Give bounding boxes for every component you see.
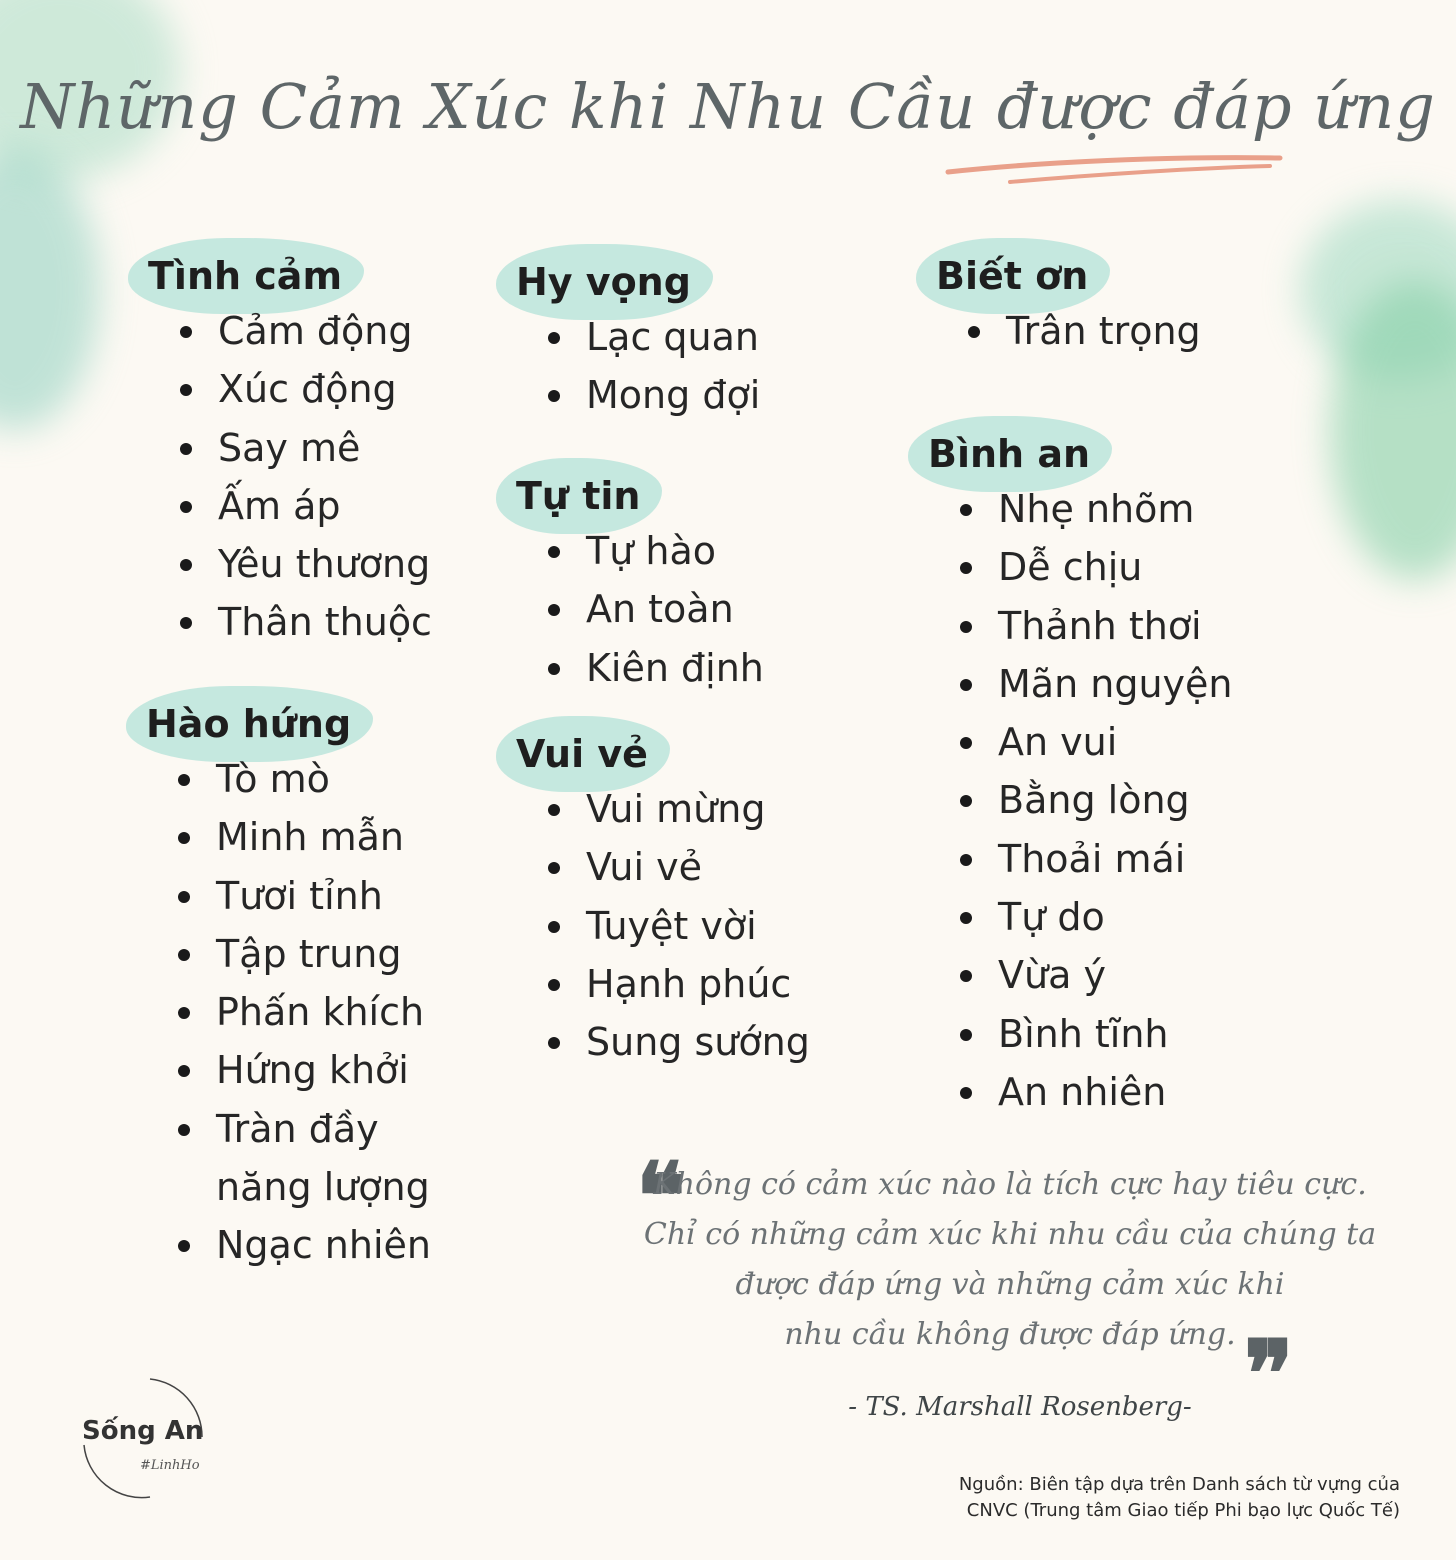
list-item: Vui vẻ <box>516 838 810 896</box>
list-item: Phấn khích <box>146 983 431 1041</box>
bullet-icon <box>960 562 972 574</box>
list-item: An toàn <box>516 580 764 638</box>
list-item: Kiên định <box>516 639 764 697</box>
close-quote-icon: ❞ <box>1244 1320 1294 1428</box>
list-item-continuation: năng lượng <box>216 1165 430 1210</box>
list-item: Hứng khởi <box>146 1041 431 1099</box>
emotion-list <box>516 522 764 697</box>
quote-line: nhu cầu không được đáp ứng. <box>784 1317 1236 1352</box>
list-item: Sung sướng <box>516 1013 810 1071</box>
list-item: Tuyệt vời <box>516 897 810 955</box>
list-item: Lạc quan <box>516 308 760 366</box>
list-item: Bằng lòng <box>928 771 1232 829</box>
list-item: Tự do <box>928 888 1232 946</box>
bullet-icon <box>180 326 192 338</box>
bullet-icon <box>960 854 972 866</box>
list-item: Cảm động <box>148 302 432 360</box>
bullet-icon <box>960 737 972 749</box>
bullet-icon <box>178 832 190 844</box>
title-underline <box>940 150 1290 190</box>
open-quote-icon: ❝ <box>636 1142 686 1250</box>
group-heading: Tự tin <box>516 472 640 520</box>
bullet-icon <box>178 1065 190 1077</box>
group-heading: Vui vẻ <box>516 730 648 778</box>
bullet-icon <box>960 621 972 633</box>
group-heading: Hào hứng <box>146 700 351 748</box>
list-item: Thân thuộc <box>148 593 432 651</box>
group-biet-on <box>936 252 1201 360</box>
list-item: Minh mẫn <box>146 808 431 866</box>
list-item: Hạnh phúc <box>516 955 810 1013</box>
list-item: Ngạc nhiên <box>146 1216 431 1274</box>
bullet-icon <box>548 804 560 816</box>
group-heading: Biết ơn <box>936 252 1088 300</box>
bullet-icon <box>548 332 560 344</box>
list-item: Yêu thương <box>148 535 432 593</box>
list-item: Mong đợi <box>516 366 760 424</box>
bullet-icon <box>178 1240 190 1252</box>
list-item: Dễ chịu <box>928 538 1232 596</box>
group-hao-hung <box>146 700 431 1275</box>
bullet-icon <box>180 501 192 513</box>
quote-line: được đáp ứng và những cảm xúc khi <box>735 1267 1285 1302</box>
bullet-icon <box>960 679 972 691</box>
list-item: An vui <box>928 713 1232 771</box>
group-vui-ve <box>516 730 810 1071</box>
list-item: Thoải mái <box>928 830 1232 888</box>
group-hy-vong <box>516 258 760 425</box>
emotion-list <box>936 302 1201 360</box>
emotion-list <box>928 480 1232 1121</box>
bullet-icon <box>180 617 192 629</box>
list-item: Bình tĩnh <box>928 1005 1232 1063</box>
emotion-list <box>148 302 432 652</box>
emotion-list <box>146 750 431 1275</box>
list-item: Tò mò <box>146 750 431 808</box>
list-item: Trân trọng <box>936 302 1201 360</box>
list-item: Vừa ý <box>928 946 1232 1004</box>
list-item: Say mê <box>148 419 432 477</box>
group-heading: Bình an <box>928 430 1090 478</box>
group-binh-an <box>928 430 1232 1121</box>
bullet-icon <box>178 891 190 903</box>
bullet-icon <box>960 1029 972 1041</box>
list-item: Tươi tỉnh <box>146 867 431 925</box>
bullet-icon <box>178 774 190 786</box>
bullet-icon <box>548 604 560 616</box>
group-tinh-cam <box>148 252 432 652</box>
logo-name: Sống An <box>82 1416 204 1446</box>
bullet-icon <box>180 559 192 571</box>
list-item: Nhẹ nhõm <box>928 480 1232 538</box>
bullet-icon <box>178 949 190 961</box>
group-heading: Hy vọng <box>516 258 691 306</box>
quote-line: Chỉ có những cảm xúc khi nhu cầu của chúng ta <box>643 1217 1377 1252</box>
list-item: An nhiên <box>928 1063 1232 1121</box>
bullet-icon <box>548 546 560 558</box>
watercolor-left <box>0 150 100 430</box>
bullet-icon <box>548 862 560 874</box>
bullet-icon <box>968 326 980 338</box>
list-item: Tràn đầy <box>146 1100 431 1158</box>
source-note <box>900 1472 1400 1524</box>
source-line: CNVC (Trung tâm Giao tiếp Phi bạo lực Quốc Tế) <box>966 1500 1400 1521</box>
bullet-icon <box>960 1087 972 1099</box>
list-item: Thảnh thơi <box>928 597 1232 655</box>
list-item: Mãn nguyện <box>928 655 1232 713</box>
emotion-list <box>516 780 810 1071</box>
logo-signature: #LinhHo <box>140 1458 200 1473</box>
bullet-icon <box>548 390 560 402</box>
bullet-icon <box>548 1037 560 1049</box>
source-line: Nguồn: Biên tập dựa trên Danh sách từ vựng của <box>958 1474 1400 1495</box>
page-title: Những Cảm Xúc khi Nhu Cầu được đáp ứng <box>20 70 1436 143</box>
bullet-icon <box>548 663 560 675</box>
emotion-list <box>516 308 760 425</box>
list-item: Xúc động <box>148 360 432 418</box>
bullet-icon <box>960 970 972 982</box>
list-item: Ấm áp <box>148 477 432 535</box>
bullet-icon <box>960 912 972 924</box>
list-item: Tập trung <box>146 925 431 983</box>
bullet-icon <box>178 1007 190 1019</box>
list-item: Tự hào <box>516 522 764 580</box>
list-item: Vui mừng <box>516 780 810 838</box>
bullet-icon <box>960 795 972 807</box>
bullet-icon <box>960 504 972 516</box>
bullet-icon <box>180 443 192 455</box>
bullet-icon <box>548 979 560 991</box>
quote-line: Không có cảm xúc nào là tích cực hay tiêu cực. <box>653 1167 1367 1202</box>
group-heading: Tình cảm <box>148 252 342 300</box>
bullet-icon <box>548 921 560 933</box>
bullet-icon <box>178 1124 190 1136</box>
bullet-icon <box>180 384 192 396</box>
group-tu-tin <box>516 472 764 697</box>
quote-author: - TS. Marshall Rosenberg- <box>848 1392 1192 1422</box>
